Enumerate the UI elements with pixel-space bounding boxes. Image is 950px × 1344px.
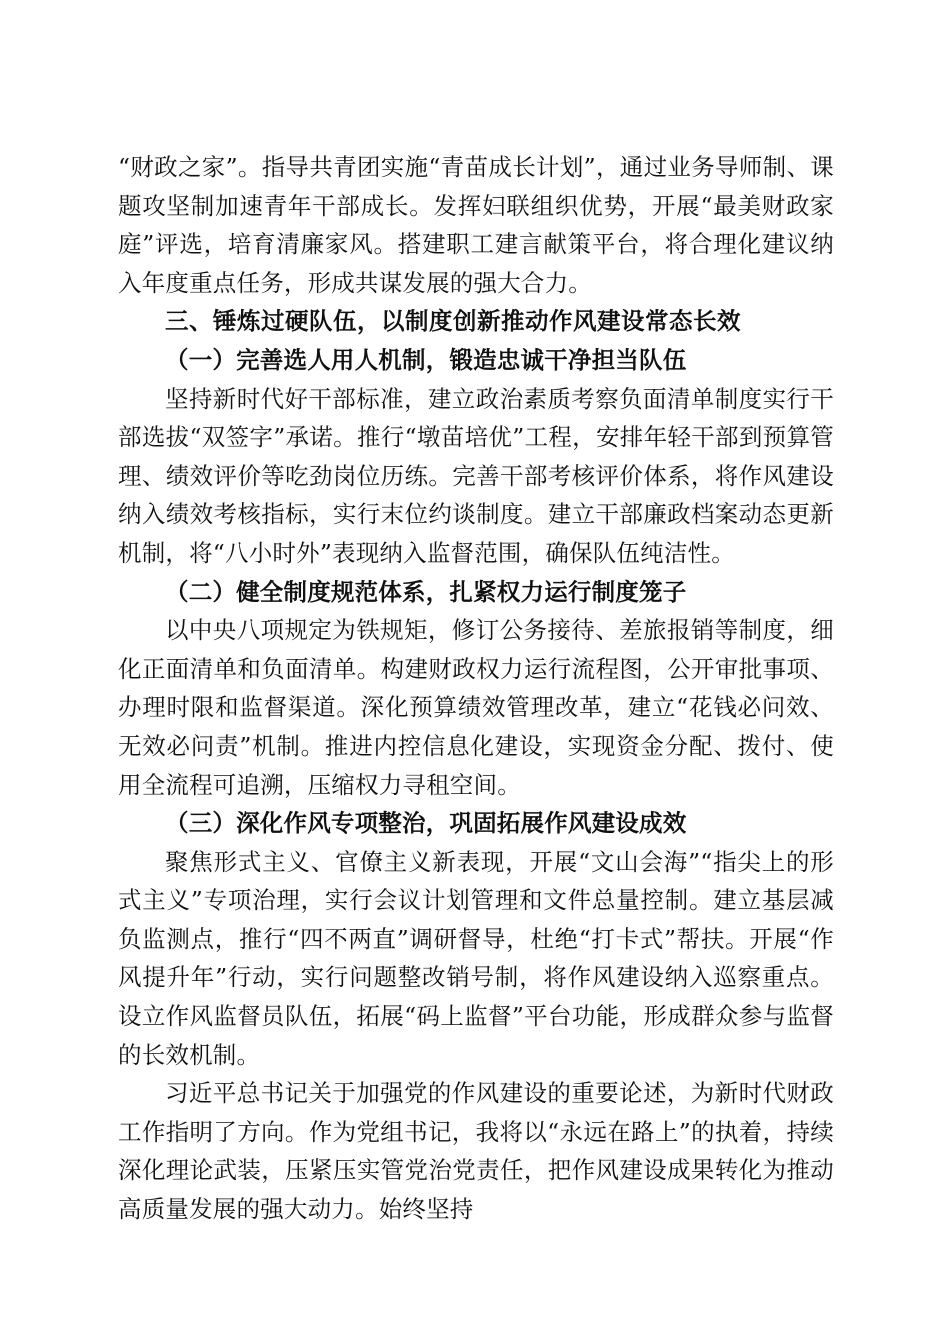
paragraph-conclusion: 习近平总书记关于加强党的作风建设的重要论述，为新时代财政工作指明了方向。作为党组书记，我将以“永远在路上”的执着，持续深化理论武装，压紧压实管党治党责任，把作风建设成果转化为推动高质量发展的强大动力。始终坚持 [118,1079,834,1224]
paragraph-cadre-selection: 坚持新时代好干部标准，建立政治素质考察负面清单制度实行干部选拔“双签字”承诺。推行“墩苗培优”工程，安排年轻干部到预算管理、绩效评价等吃劲岗位历练。完善干部考核评价体系，将作风建设纳入绩效考核指标，实行末位约谈制度。建立干部廉政档案动态更新机制，将“八小时外”表现纳入监督范围，确保队伍纯洁性。 [118,384,834,567]
paragraph-continuation: “财政之家”。指导共青团实施“青苗成长计划”，通过业务导师制、课题攻坚制加速青年干部成长。发挥妇联组织优势，开展“最美财政家庭”评选，培育清廉家风。搭建职工建言献策平台，将合理化建议纳入年度重点任务，形成共谋发展的强大合力。 [118,153,834,297]
paragraph-special-rectification: 聚焦形式主义、官僚主义新表现，开展“文山会海”“指尖上的形式主义”专项治理，实行会议计划管理和文件总量控制。建立基层减负监测点，推行“四不两直”调研督导，杜绝“打卡式”帮扶。开展“作风提升年”行动，实行问题整改销号制，将作风建设纳入巡察重点。设立作风监督员队伍，拓展“码上监督”平台功能，形成群众参与监督的长效机制。 [118,847,834,1069]
subsection-heading-1: （一）完善选人用人机制，锻造忠诚干净担当队伍 [165,345,687,374]
section-heading-3: 三、锤炼过硬队伍，以制度创新推动作风建设常态长效 [165,307,741,336]
subsection-heading-2: （二）健全制度规范体系，扎紧权力运行制度笼子 [165,577,687,606]
paragraph-institutional-system: 以中央八项规定为铁规矩，修订公务接待、差旅报销等制度，细化正面清单和负面清单。构建财政权力运行流程图，公开审批事项、办理时限和监督渠道。深化预算绩效管理改革，建立“花钱必问效、无效必问责”机制。推进内控信息化建设，实现资金分配、拨付、使用全流程可追溯，压缩权力寻租空间。 [118,616,834,799]
subsection-heading-3: （三）深化作风专项整治，巩固拓展作风建设成效 [165,809,687,838]
document-page [118,148,834,1229]
